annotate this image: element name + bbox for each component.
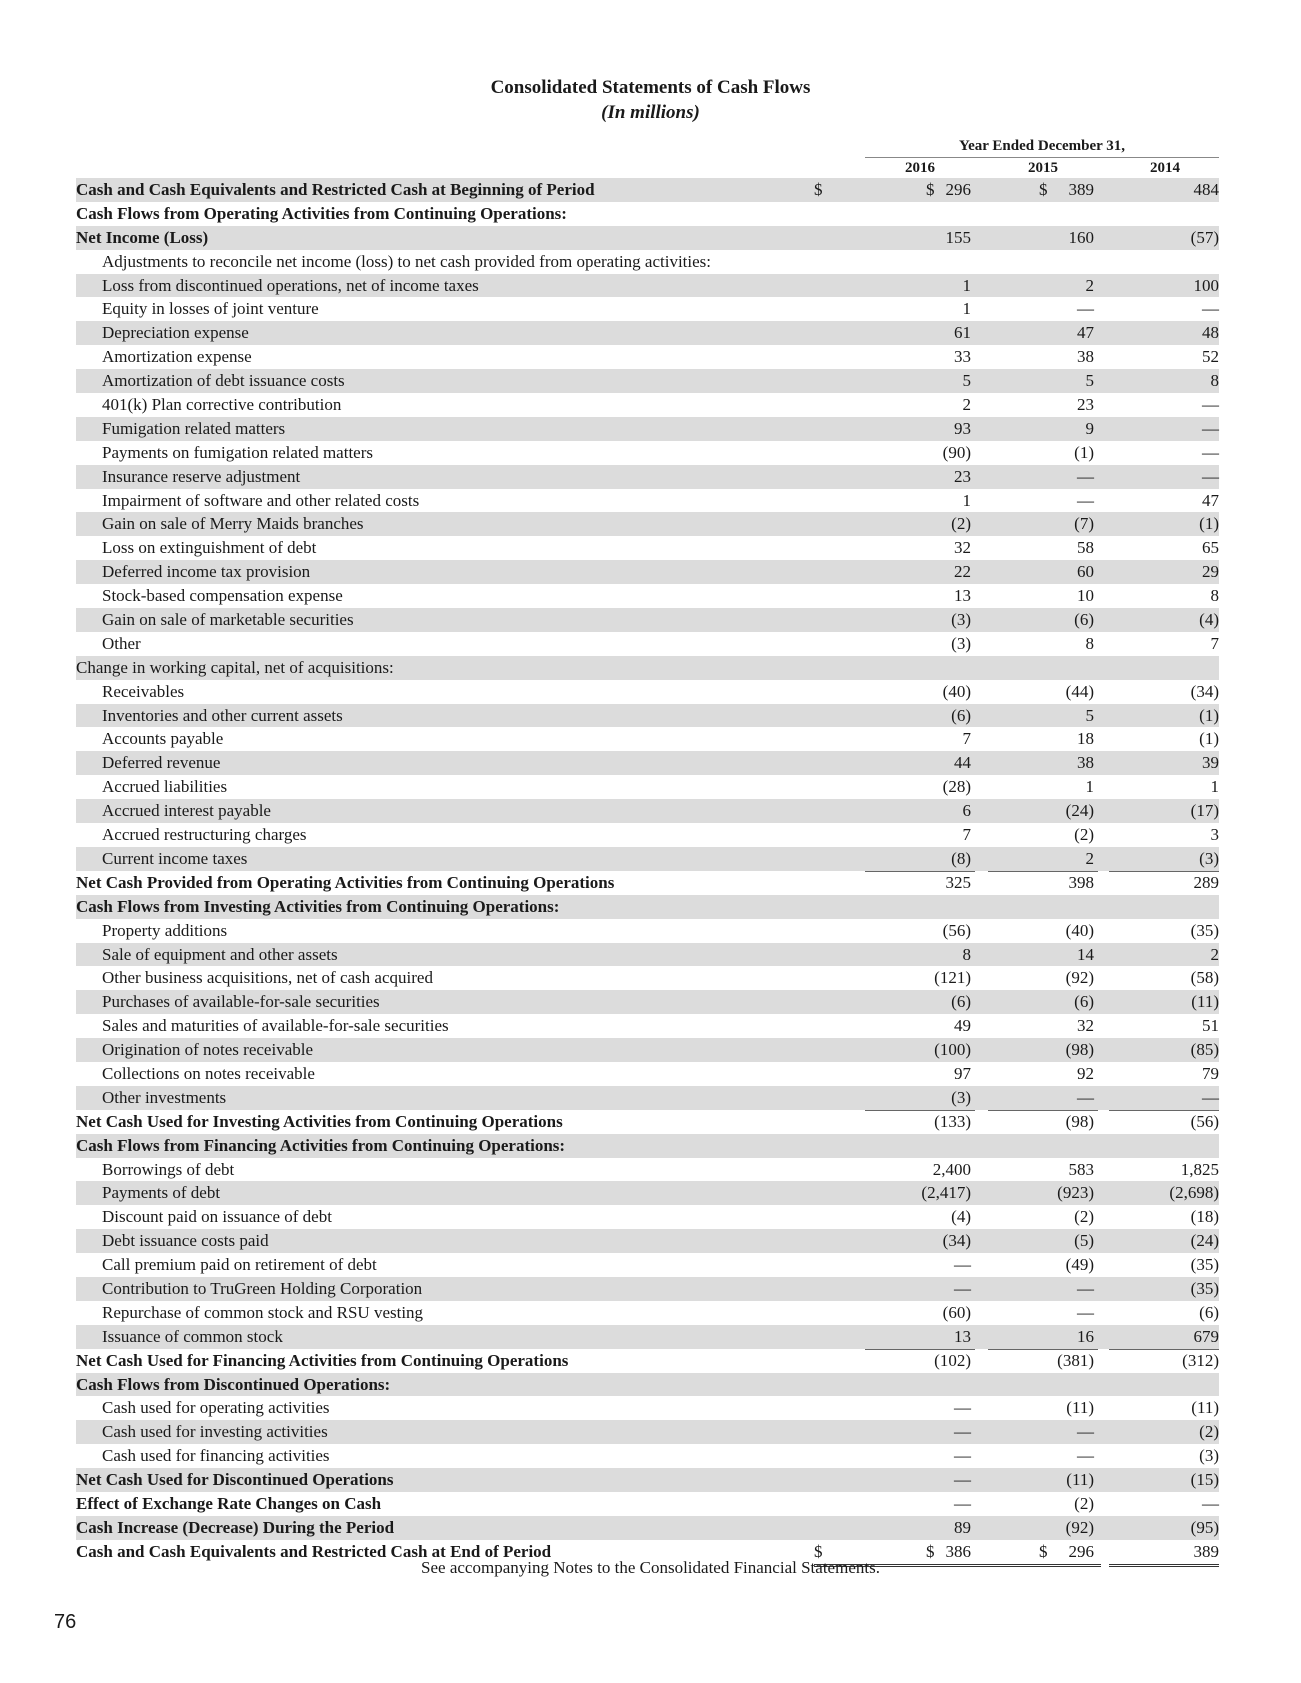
table-row xyxy=(76,1253,1219,1277)
cell-value-2014: (57) xyxy=(1190,227,1219,247)
cell-value-2016: (34) xyxy=(942,1231,971,1251)
currency-symbol: $ xyxy=(814,1540,865,1567)
row-label: Cash and Cash Equivalents and Restricted Cash at Beginning of Period xyxy=(76,180,595,199)
table-row xyxy=(76,1062,1219,1086)
cell-value-2014: (35) xyxy=(1190,920,1219,940)
cell-value-2015: 9 xyxy=(1085,418,1094,438)
cash-flow-table xyxy=(76,178,1219,1564)
cell-value-2016: 61 xyxy=(954,323,971,343)
cell-value-2015: (923) xyxy=(1057,1183,1094,1203)
cell-value-2016: 296 xyxy=(945,180,971,199)
table-row xyxy=(76,369,1219,393)
cell-value-2014: 8 xyxy=(1210,371,1219,391)
cell-value-2016: 97 xyxy=(954,1063,971,1083)
cell-value-2016: (2) xyxy=(951,514,971,534)
currency-symbol: $ xyxy=(926,1540,988,1567)
cell-value-2016: — xyxy=(954,1255,971,1275)
cell-value-2016: 33 xyxy=(954,347,971,367)
cell-value-2014: 39 xyxy=(1202,753,1219,773)
row-label: Receivables xyxy=(102,681,185,701)
cell-value-2016: 7 xyxy=(962,825,971,845)
cell-value-2015: 5 xyxy=(1085,371,1094,391)
table-row xyxy=(76,321,1219,345)
cell-value-2016: (56) xyxy=(942,920,971,940)
row-label: Other investments xyxy=(102,1087,227,1107)
cell-value-2014: (58) xyxy=(1190,968,1219,988)
cell-value-2014: — xyxy=(1109,1492,1219,1517)
cell-value-2016: — xyxy=(954,1278,971,1298)
cell-value-2015: 38 xyxy=(1077,347,1094,367)
page-number: 76 xyxy=(54,1611,77,1633)
cell-value-2014: — xyxy=(1202,466,1219,486)
cell-value-2016: (90) xyxy=(942,442,971,462)
table-row xyxy=(76,1349,1219,1373)
table-row xyxy=(76,441,1219,465)
table-row xyxy=(76,512,1219,536)
currency-symbol: $ xyxy=(814,180,823,199)
cell-value-2014: 51 xyxy=(1202,1016,1219,1036)
year-header-2016: 2016 xyxy=(865,160,975,179)
year-header-2014: 2014 xyxy=(1111,160,1219,179)
cell-value-2015: 58 xyxy=(1077,538,1094,558)
footnote: See accompanying Notes to the Consolidated Financial Statements. xyxy=(421,1558,880,1577)
row-label: Origination of notes receivable xyxy=(102,1040,314,1060)
table-row xyxy=(76,1158,1219,1182)
table-row xyxy=(76,727,1219,751)
cell-value-2016: (3) xyxy=(951,633,971,653)
cell-value-2014: 389 xyxy=(1109,1540,1219,1567)
table-row xyxy=(76,1014,1219,1038)
cell-value-2015: 160 xyxy=(1068,227,1094,247)
table-row xyxy=(76,393,1219,417)
cell-value-2016: (3) xyxy=(865,1086,975,1111)
cell-value-2014: (95) xyxy=(1190,1517,1219,1537)
row-label: Cash Flows from Discontinued Operations: xyxy=(76,1374,391,1394)
row-label: Amortization of debt issuance costs xyxy=(102,371,345,391)
cell-value-2014: 1 xyxy=(1210,777,1219,797)
cell-value-2016: (133) xyxy=(934,1111,971,1131)
cell-value-2015: 389 xyxy=(1068,180,1094,199)
table-row xyxy=(76,1492,1219,1516)
statement-subtitle: (In millions) xyxy=(601,102,700,123)
cell-value-2015: 10 xyxy=(1077,586,1094,606)
cell-value-2016: (3) xyxy=(951,610,971,630)
table-row xyxy=(76,1396,1219,1420)
table-row xyxy=(76,345,1219,369)
table-row xyxy=(76,871,1219,895)
cell-value-2015: (98) xyxy=(1065,1040,1094,1060)
table-row xyxy=(76,632,1219,656)
cell-value-2015: 23 xyxy=(1077,395,1094,415)
cell-value-2016: (6) xyxy=(951,705,971,725)
cell-value-2016: 5 xyxy=(962,371,971,391)
row-label: Cash Flows from Operating Activities from Continuing Operations: xyxy=(76,203,567,223)
cell-value-2015: 583 xyxy=(1068,1159,1094,1179)
cell-value-2014: 8 xyxy=(1210,586,1219,606)
table-row xyxy=(76,584,1219,608)
row-label: Payments on fumigation related matters xyxy=(102,442,373,462)
table-row xyxy=(76,1277,1219,1301)
table-row xyxy=(76,417,1219,441)
cell-value-2014: (4) xyxy=(1199,610,1219,630)
cell-value-2016: 13 xyxy=(865,1325,975,1350)
cell-value-2015: 32 xyxy=(1077,1016,1094,1036)
table-row xyxy=(76,1420,1219,1444)
cell-value-2016: 89 xyxy=(954,1517,971,1537)
row-label: Deferred revenue xyxy=(102,753,221,773)
table-row xyxy=(76,775,1219,799)
cell-value-2015: (6) xyxy=(1074,992,1094,1012)
cell-value-2016: (6) xyxy=(951,992,971,1012)
cell-value-2014: 79 xyxy=(1202,1063,1219,1083)
cell-value-2016: (28) xyxy=(942,777,971,797)
table-row xyxy=(76,1134,1219,1158)
table-row xyxy=(76,943,1219,967)
cell-value-2016: (2,417) xyxy=(921,1183,971,1203)
row-label: Sales and maturities of available-for-sale securities xyxy=(102,1016,449,1036)
cell-value-2015: 47 xyxy=(1077,323,1094,343)
table-row xyxy=(76,250,1219,274)
row-label: Net Cash Used for Discontinued Operations xyxy=(76,1470,394,1490)
cell-value-2015: 92 xyxy=(1077,1063,1094,1083)
row-label: Cash used for investing activities xyxy=(102,1422,328,1442)
cell-value-2015: — xyxy=(988,1086,1098,1111)
cell-value-2015: 296 xyxy=(988,1540,1098,1567)
period-header: Year Ended December 31, xyxy=(865,138,1219,158)
cell-value-2015: (6) xyxy=(1074,610,1094,630)
cell-value-2015: 1 xyxy=(1085,777,1094,797)
cell-value-2015: (2) xyxy=(988,1492,1098,1517)
row-label: Inventories and other current assets xyxy=(102,705,343,725)
cell-value-2015: (2) xyxy=(1074,1207,1094,1227)
row-label: Accrued interest payable xyxy=(102,801,271,821)
cell-value-2015: 60 xyxy=(1077,562,1094,582)
table-row xyxy=(76,704,1219,728)
row-label: Collections on notes receivable xyxy=(102,1063,315,1083)
cell-value-2016: 44 xyxy=(954,753,971,773)
table-row xyxy=(76,847,1219,871)
table-row xyxy=(76,1229,1219,1253)
table-row xyxy=(76,895,1219,919)
cell-value-2014: 3 xyxy=(1210,825,1219,845)
table-row xyxy=(76,1110,1219,1134)
row-label: Debt issuance costs paid xyxy=(102,1231,269,1251)
cell-value-2015: (92) xyxy=(1065,1517,1094,1537)
cell-value-2016: 8 xyxy=(962,944,971,964)
cell-value-2015: (381) xyxy=(1057,1350,1094,1370)
cell-value-2016: 1 xyxy=(962,275,971,295)
cell-value-2015: 38 xyxy=(1077,753,1094,773)
cell-value-2014: (35) xyxy=(1190,1278,1219,1298)
cell-value-2015: (44) xyxy=(1065,681,1094,701)
cell-value-2016: — xyxy=(865,1444,975,1469)
row-label: Borrowings of debt xyxy=(102,1159,235,1179)
cell-value-2015: (11) xyxy=(1066,1470,1094,1490)
cell-value-2014: 65 xyxy=(1202,538,1219,558)
row-label: Loss on extinguishment of debt xyxy=(102,538,317,558)
cell-value-2016: 155 xyxy=(945,227,971,247)
row-label: Purchases of available-for-sale securities xyxy=(102,992,380,1012)
cell-value-2014: (15) xyxy=(1190,1470,1219,1490)
cell-value-2015: — xyxy=(1077,1302,1094,1322)
cell-value-2016: (40) xyxy=(942,681,971,701)
cell-value-2016: — xyxy=(865,1492,975,1517)
cell-value-2016: 2 xyxy=(962,395,971,415)
row-label: Net Cash Used for Financing Activities from Continuing Operations xyxy=(76,1350,569,1370)
row-label: Call premium paid on retirement of debt xyxy=(102,1255,377,1275)
cell-value-2014: 679 xyxy=(1109,1325,1219,1350)
row-label: Sale of equipment and other assets xyxy=(102,944,338,964)
cell-value-2015: (2) xyxy=(1074,825,1094,845)
cell-value-2015: — xyxy=(1077,1278,1094,1298)
cell-value-2015: (49) xyxy=(1065,1255,1094,1275)
row-label: Cash Flows from Investing Activities from Continuing Operations: xyxy=(76,896,560,916)
year-header-2015: 2015 xyxy=(988,160,1098,179)
cell-value-2014: (34) xyxy=(1190,681,1219,701)
cell-value-2014: 100 xyxy=(1193,275,1219,295)
table-row xyxy=(76,536,1219,560)
table-row xyxy=(76,1468,1219,1492)
cell-value-2014: — xyxy=(1202,442,1219,462)
row-label: Deferred income tax provision xyxy=(102,562,311,582)
row-label: Current income taxes xyxy=(102,848,248,868)
cell-value-2016: (121) xyxy=(934,968,971,988)
table-row xyxy=(76,1181,1219,1205)
row-label: Stock-based compensation expense xyxy=(102,586,343,606)
cell-value-2016: — xyxy=(954,1398,971,1418)
cell-value-2015: (1) xyxy=(1074,442,1094,462)
table-row xyxy=(76,823,1219,847)
row-label: Insurance reserve adjustment xyxy=(102,466,301,486)
cell-value-2016: 49 xyxy=(954,1016,971,1036)
cell-value-2016: 1 xyxy=(962,299,971,319)
table-row xyxy=(76,1516,1219,1540)
cell-value-2015: — xyxy=(1077,466,1094,486)
row-label: Net Cash Used for Investing Activities from Continuing Operations xyxy=(76,1111,563,1131)
cell-value-2014: 52 xyxy=(1202,347,1219,367)
table-row xyxy=(76,680,1219,704)
row-label: Impairment of software and other related costs xyxy=(102,490,420,510)
cell-value-2016: 2,400 xyxy=(932,1159,971,1179)
row-label: Accrued liabilities xyxy=(102,777,228,797)
cell-value-2014: 47 xyxy=(1202,490,1219,510)
cell-value-2016: 325 xyxy=(945,872,971,892)
row-label: Net Cash Provided from Operating Activities from Continuing Operations xyxy=(76,872,615,892)
row-label: Contribution to TruGreen Holding Corporation xyxy=(102,1278,423,1298)
cell-value-2014: 289 xyxy=(1193,872,1219,892)
cell-value-2014: 2 xyxy=(1210,944,1219,964)
currency-symbol: $ xyxy=(926,180,935,199)
currency-symbol: $ xyxy=(1039,1540,1101,1567)
table-row xyxy=(76,297,1219,321)
cell-value-2014: (85) xyxy=(1190,1040,1219,1060)
cell-value-2015: — xyxy=(1077,490,1094,510)
table-row xyxy=(76,274,1219,298)
statement-title: Consolidated Statements of Cash Flows xyxy=(490,77,811,98)
table-row xyxy=(76,1325,1219,1349)
cell-value-2015: — xyxy=(1077,299,1094,319)
row-label: Accrued restructuring charges xyxy=(102,825,307,845)
cell-value-2016: (4) xyxy=(951,1207,971,1227)
row-label: Cash Increase (Decrease) During the Period xyxy=(76,1517,395,1537)
cell-value-2015: 16 xyxy=(988,1325,1098,1350)
table-row xyxy=(76,1444,1219,1468)
cell-value-2016: 32 xyxy=(954,538,971,558)
cell-value-2016: 6 xyxy=(962,801,971,821)
cell-value-2014: (24) xyxy=(1190,1231,1219,1251)
row-label: Cash used for financing activities xyxy=(102,1446,330,1466)
row-label: Cash Flows from Financing Activities from Continuing Operations: xyxy=(76,1135,566,1155)
cell-value-2016: 23 xyxy=(954,466,971,486)
cell-value-2014: (17) xyxy=(1190,801,1219,821)
table-row xyxy=(76,1086,1219,1110)
cell-value-2014: (3) xyxy=(1109,847,1219,872)
cell-value-2015: 398 xyxy=(1068,872,1094,892)
cell-value-2014: 484 xyxy=(1193,180,1219,199)
cell-value-2014: 29 xyxy=(1202,562,1219,582)
cell-value-2015: 2 xyxy=(1085,275,1094,295)
cell-value-2015: 18 xyxy=(1077,729,1094,749)
cell-value-2014: (1) xyxy=(1199,514,1219,534)
row-label: Adjustments to reconcile net income (loss) to net cash provided from operating activities: xyxy=(102,251,712,271)
cell-value-2014: (2,698) xyxy=(1169,1183,1219,1203)
row-label: Accounts payable xyxy=(102,729,224,749)
table-row xyxy=(76,919,1219,943)
cell-value-2016: (102) xyxy=(934,1350,971,1370)
cell-value-2014: (35) xyxy=(1190,1255,1219,1275)
table-row xyxy=(76,226,1219,250)
row-label: Loss from discontinued operations, net of income taxes xyxy=(102,275,479,295)
table-row xyxy=(76,656,1219,680)
cell-value-2015: — xyxy=(988,1444,1098,1469)
row-label: Gain on sale of marketable securities xyxy=(102,610,354,630)
cell-value-2014: (6) xyxy=(1199,1302,1219,1322)
cell-value-2016: 1 xyxy=(962,490,971,510)
cell-value-2014: (11) xyxy=(1191,992,1219,1012)
table-row xyxy=(76,465,1219,489)
cell-value-2015: — xyxy=(1077,1422,1094,1442)
cell-value-2014: (1) xyxy=(1199,729,1219,749)
table-row xyxy=(76,1038,1219,1062)
table-row xyxy=(76,990,1219,1014)
cell-value-2014: — xyxy=(1109,1086,1219,1111)
table-row xyxy=(76,751,1219,775)
cell-value-2016: — xyxy=(954,1422,971,1442)
table-row xyxy=(76,178,1219,202)
row-label: Equity in losses of joint venture xyxy=(102,299,319,319)
cell-value-2016: 93 xyxy=(954,418,971,438)
cell-value-2015: (5) xyxy=(1074,1231,1094,1251)
row-label: Property additions xyxy=(102,920,228,940)
table-row xyxy=(76,560,1219,584)
cell-value-2015: (11) xyxy=(1066,1398,1094,1418)
row-label: Issuance of common stock xyxy=(102,1326,283,1346)
row-label: Fumigation related matters xyxy=(102,418,286,438)
cell-value-2014: — xyxy=(1202,299,1219,319)
cell-value-2016: 7 xyxy=(962,729,971,749)
cell-value-2015: (98) xyxy=(1065,1111,1094,1131)
cell-value-2015: 8 xyxy=(1085,633,1094,653)
row-label: 401(k) Plan corrective contribution xyxy=(102,395,342,415)
cell-value-2015: 5 xyxy=(1085,705,1094,725)
table-row xyxy=(76,608,1219,632)
row-label: Effect of Exchange Rate Changes on Cash xyxy=(76,1493,382,1513)
row-label: Net Income (Loss) xyxy=(76,227,209,247)
cell-value-2016: 22 xyxy=(954,562,971,582)
cell-value-2014: (312) xyxy=(1182,1350,1219,1370)
cell-value-2015: (40) xyxy=(1065,920,1094,940)
row-label: Cash used for operating activities xyxy=(102,1398,330,1418)
cell-value-2015: (92) xyxy=(1065,968,1094,988)
row-label: Amortization expense xyxy=(102,347,252,367)
cell-value-2016: 386 xyxy=(865,1540,975,1567)
cell-value-2014: — xyxy=(1202,395,1219,415)
cell-value-2016: 13 xyxy=(954,586,971,606)
cell-value-2016: (8) xyxy=(865,847,975,872)
table-row xyxy=(76,966,1219,990)
table-row xyxy=(76,799,1219,823)
row-label: Other business acquisitions, net of cash acquired xyxy=(102,968,433,988)
cell-value-2016: — xyxy=(954,1470,971,1490)
cell-value-2014: 48 xyxy=(1202,323,1219,343)
row-label: Discount paid on issuance of debt xyxy=(102,1207,332,1227)
cell-value-2014: — xyxy=(1202,418,1219,438)
row-label: Repurchase of common stock and RSU vesting xyxy=(102,1302,424,1322)
row-label: Gain on sale of Merry Maids branches xyxy=(102,514,364,534)
table-row xyxy=(76,202,1219,226)
cell-value-2016: (100) xyxy=(934,1040,971,1060)
cell-value-2015: 2 xyxy=(988,847,1098,872)
table-row xyxy=(76,489,1219,513)
row-label: Depreciation expense xyxy=(102,323,249,343)
row-label: Change in working capital, net of acquisitions: xyxy=(76,657,394,677)
cell-value-2015: (7) xyxy=(1074,514,1094,534)
row-label: Payments of debt xyxy=(102,1183,221,1203)
cell-value-2014: (56) xyxy=(1190,1111,1219,1131)
table-row xyxy=(76,1301,1219,1325)
table-row xyxy=(76,1373,1219,1397)
table-row xyxy=(76,1205,1219,1229)
cell-value-2014: (2) xyxy=(1199,1422,1219,1442)
cell-value-2014: 1,825 xyxy=(1180,1159,1219,1179)
row-label: Other xyxy=(102,633,141,653)
currency-symbol: $ xyxy=(1039,180,1048,199)
cell-value-2016: (60) xyxy=(942,1302,971,1322)
cell-value-2015: (24) xyxy=(1065,801,1094,821)
row-label: Cash and Cash Equivalents and Restricted Cash at End of Period xyxy=(76,1541,552,1561)
cell-value-2014: (18) xyxy=(1190,1207,1219,1227)
cell-value-2015: 14 xyxy=(1077,944,1094,964)
cell-value-2014: 7 xyxy=(1210,633,1219,653)
cell-value-2014: (11) xyxy=(1191,1398,1219,1418)
cell-value-2014: (1) xyxy=(1199,705,1219,725)
cell-value-2014: (3) xyxy=(1109,1444,1219,1469)
